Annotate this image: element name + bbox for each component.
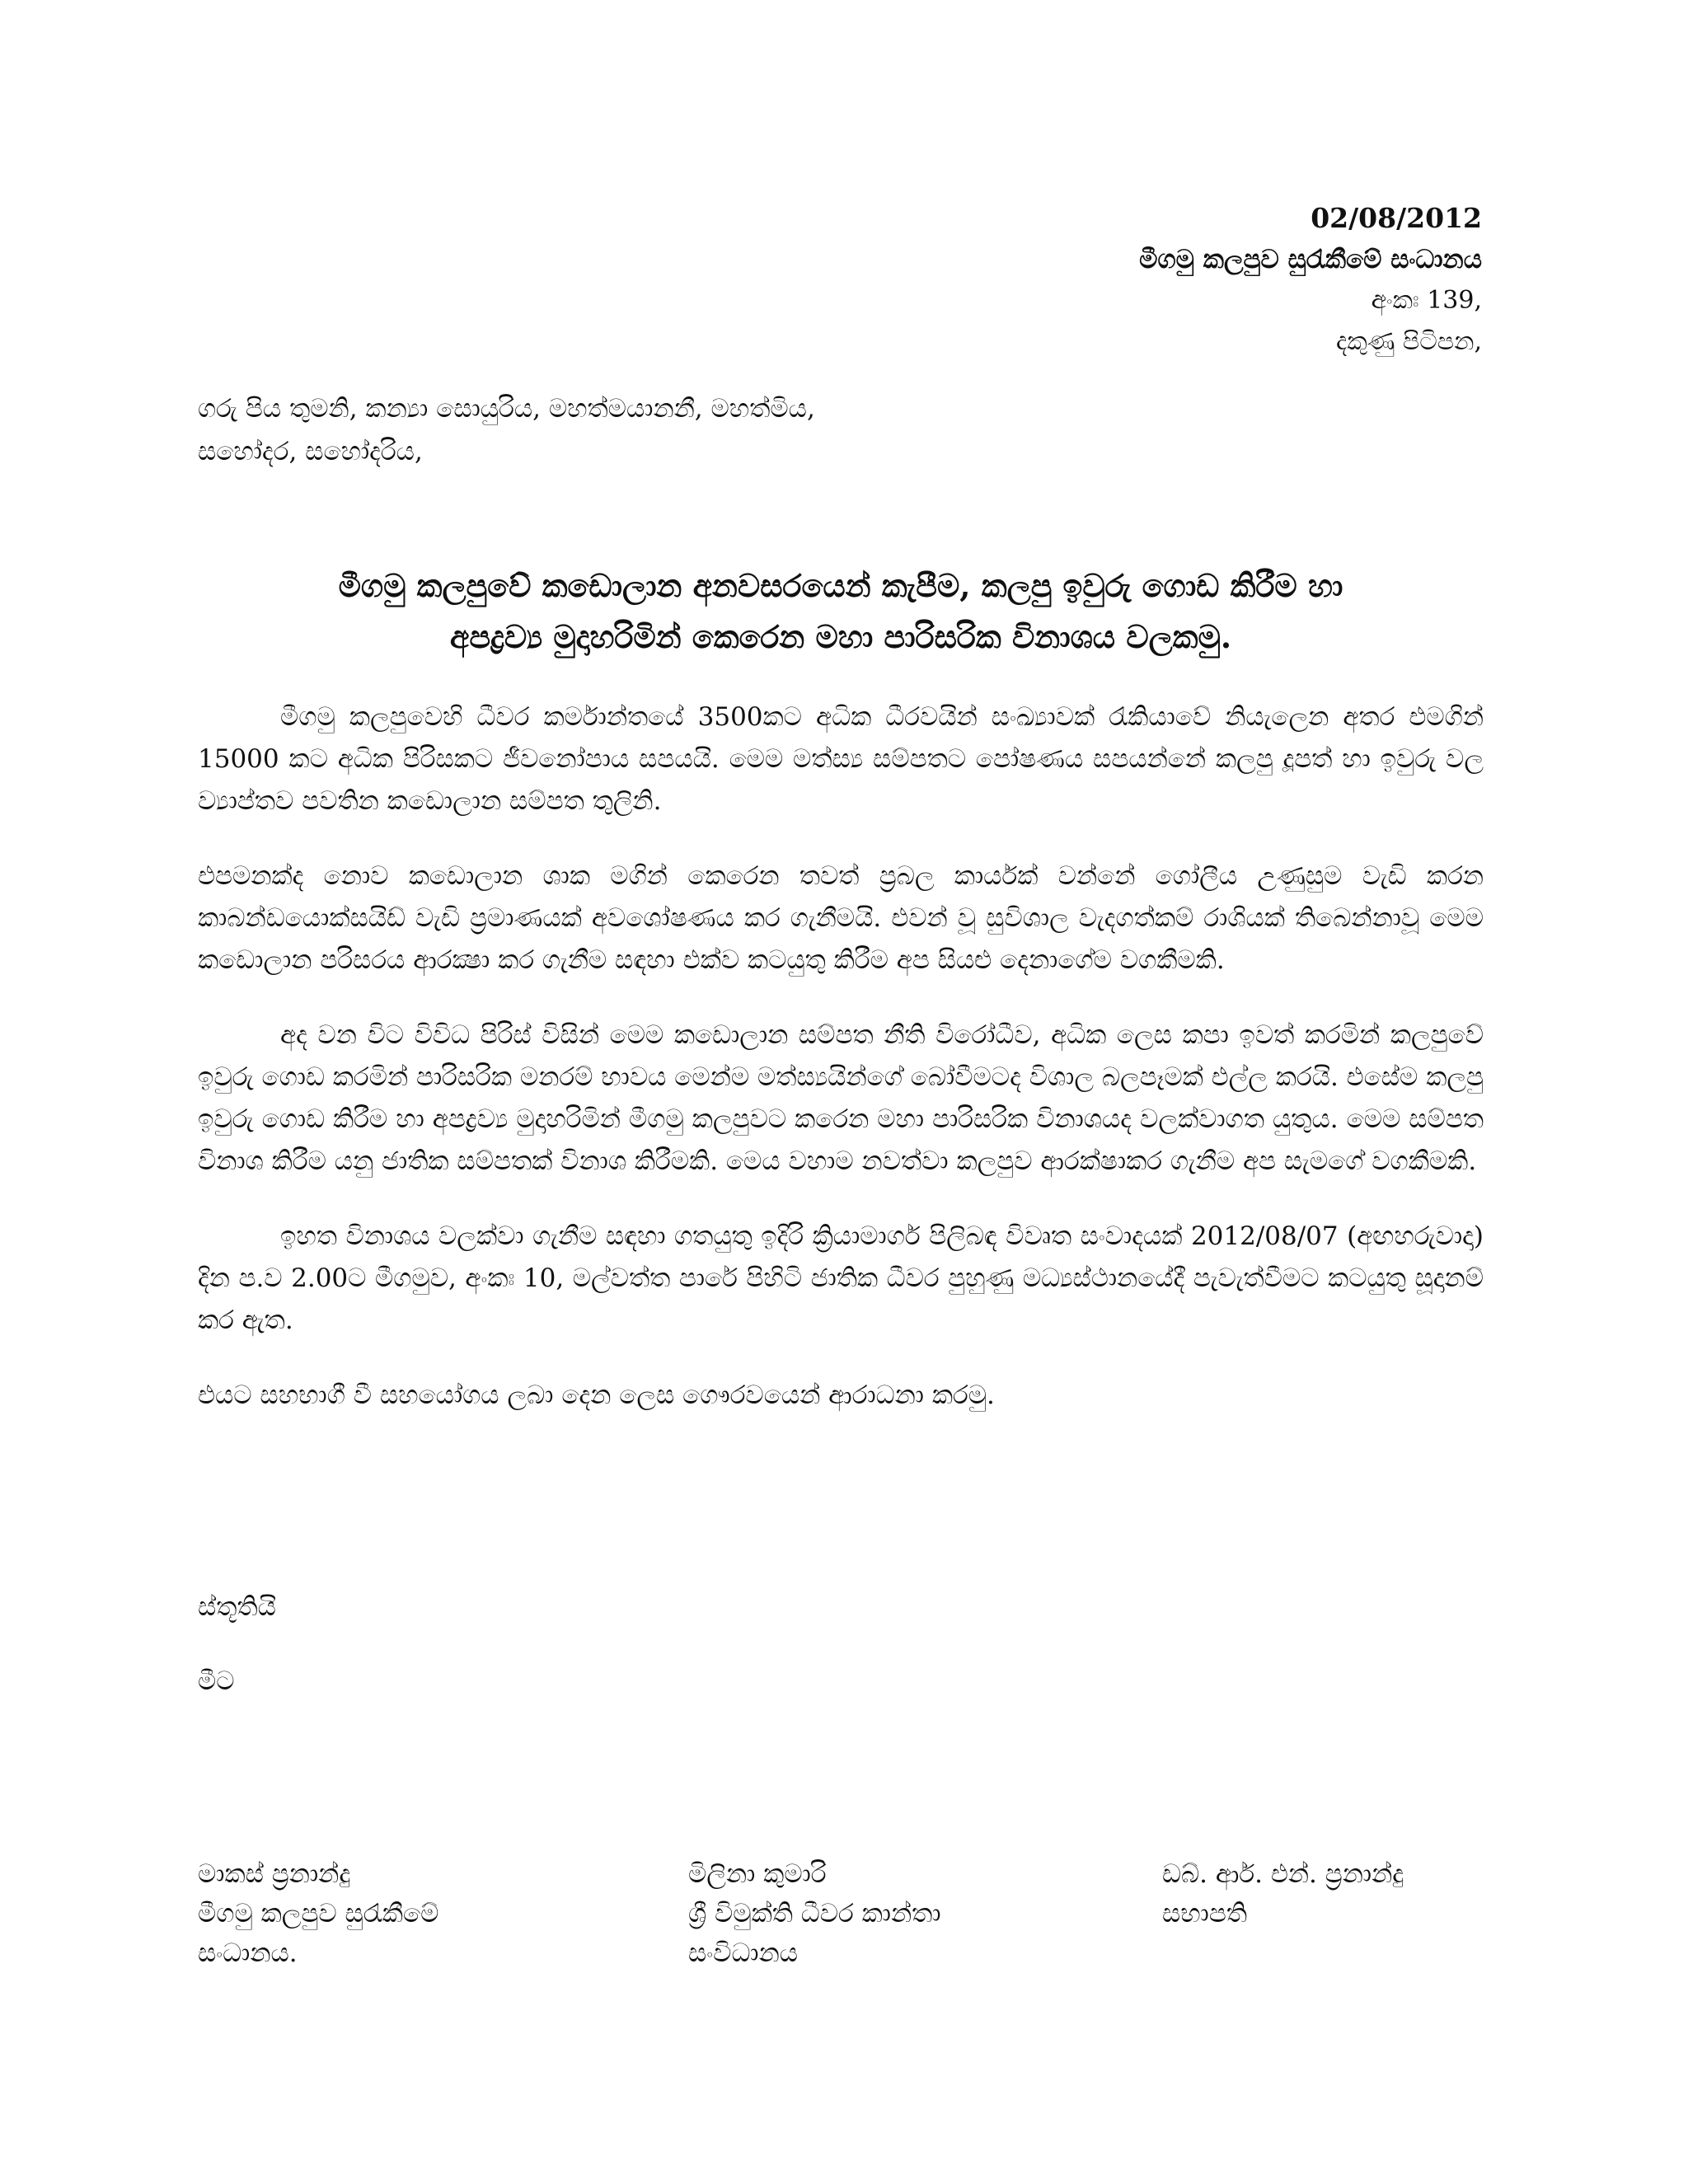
salutation-line-2: සහෝදර, සහෝදරිය, — [198, 437, 423, 466]
body-paragraph-2: එපමනක්ද නොව කඩොලාන ශාක මගින් කෙරෙන තවත් ප්‍රබල කාර්යක් වන්නේ ගෝලීය උණුසුම වැඩි කරන කාබන්ඩයොක්සයිඩ් වැඩි ප්‍රමාණයක් අවශෝෂණය කර ගැනීමයි. එවන් වූ සුවිශාල වැදගත්කම් රාශියක් තිබෙන්නාවූ මෙම කඩොලාන පරිසරය ආරක්‍ෂා කර ගැනීම සඳහා එක්ව කටයුතු කිරීම අප සියළු දෙනාගේම වගකීමකි. — [198, 861, 1484, 975]
letter-body — [198, 696, 1484, 1450]
salutation — [198, 387, 1434, 473]
body-paragraph-4: ඉහත විනාශය වලක්වා ගැනීම සඳහා ගතයුතු ඉදිරි ක්‍රියාමාර්ග පිලිබඳ විවෘත සංවාදයක් 2012/08/07 (අඟහරුවාදා) දින ප.ව 2.00ට මීගමුව, අංකඃ 10, මල්වත්ත පාරේ පිහිටි ජාතික ධීවර පුහුණු මධ්‍යස්ථානයේදී පැවැත්වීමට කටයුතු සූදානම් කර ඇත. — [198, 1221, 1484, 1335]
sender-address-line-1: අංකඃ 139, — [1371, 286, 1482, 315]
sender-address-line-2: දකුණු පිටිපන, — [1336, 327, 1482, 356]
closing-from: මීට — [198, 1666, 235, 1696]
signatory-3 — [1162, 1854, 1404, 1933]
signatory-name: මාකස් ප්‍රනාන්දු — [198, 1859, 351, 1889]
body-paragraph-3: අද වන විට විවිධ පිරිස් විසින් මෙම කඩොලාන සම්පත නීති විරෝධීව, අධික ලෙස කපා ඉවත් කරමින් කලපුවේ ඉවුරු ගොඩ කරමින් පාරිසරික මනරම් භාවය මෙන්ම මත්ස්‍යයින්ගේ බෝවීමටද විශාල බලපෑමක් එල්ල කරයි. එසේම කලපු ඉවුරු ගොඩ කිරීම හා අපද්‍රව්‍ය මුදාහරිමින් මීගමු කලපුවට කරෙන මහා පාරිසරික විනාශයද වලක්වාගත යුතුය. මෙම සම්පත විනාශ කිරීම යනු ජාතික සම්පතක් විනාශ කිරීමකි. මෙය වහාම නවත්වා කලපුව ආරක්ෂාකර ගැනීම අප සැමගේ වගකීමකි. — [198, 1020, 1484, 1176]
signatory-org-line: මීගමු කලපුව සුරැකීමේ — [198, 1899, 439, 1929]
body-paragraph-5: එයට සහභාගී වී සහයෝගය ලබා දෙන ලෙස ගෞරවයෙන් ආරාධනා කරමු. — [198, 1380, 995, 1410]
title-line-2: අපද්‍රව්‍ය මුදාහරිමින් කෙරෙන මහා පාරිසරික විනාශය වලකමු. — [449, 618, 1232, 655]
sender-organization: මීගමු කලපුව සුරැකීමේ සංධානය — [1139, 245, 1482, 274]
signatory-org-line: ශ්‍රී විමුක්ති ධීවර කාන්තා — [688, 1899, 941, 1929]
body-paragraph-1: මීගමු කලපුවෙහි ධීවර කර්මාන්තයේ 3500කට අධික ධීරවයින් සංඛ්‍යාවක් රැකියාවේ නියැලෙන අතර එමගින් 15000 කට අධික පිරිසකට ජීවනෝපාය සපයයි. මෙම මත්ස්‍ය සම්පතට පෝෂණය සපයන්නේ කලපු දූපත් හා ඉවුරු වල ව්‍යාප්තව පවතින කඩොලාන සම්පත තුලිනි. — [198, 702, 1484, 816]
signatory-org-line: සංවිධානය — [688, 1938, 799, 1968]
signatory-title: සභාපති — [1162, 1899, 1248, 1929]
signatory-1 — [198, 1854, 438, 1973]
closing-thanks: ස්තූතියි — [198, 1592, 276, 1622]
letter-closing — [198, 1586, 276, 1735]
signatory-name: මිලිනා කුමාරි — [688, 1859, 827, 1889]
signatory-org-line: සංධානය. — [198, 1938, 298, 1968]
salutation-line-1: ගරු පිය තුමනි, කන්‍යා සොයුරිය, මහත්මයානනී, මහත්මිය, — [198, 394, 815, 424]
letter-date: 02/08/2012 — [1311, 202, 1482, 234]
letter-title — [198, 560, 1484, 663]
title-line-1: මීගමු කලපුවේ කඩොලාන අනවසරයෙන් කැපීම, කලපු ඉවුරු ගොඩ කිරීම හා — [338, 567, 1343, 604]
letter-header — [1139, 198, 1482, 363]
signatory-2 — [688, 1854, 941, 1973]
signatory-name: ඩබ්. ආර්. එන්. ප්‍රනාන්දු — [1162, 1859, 1404, 1889]
